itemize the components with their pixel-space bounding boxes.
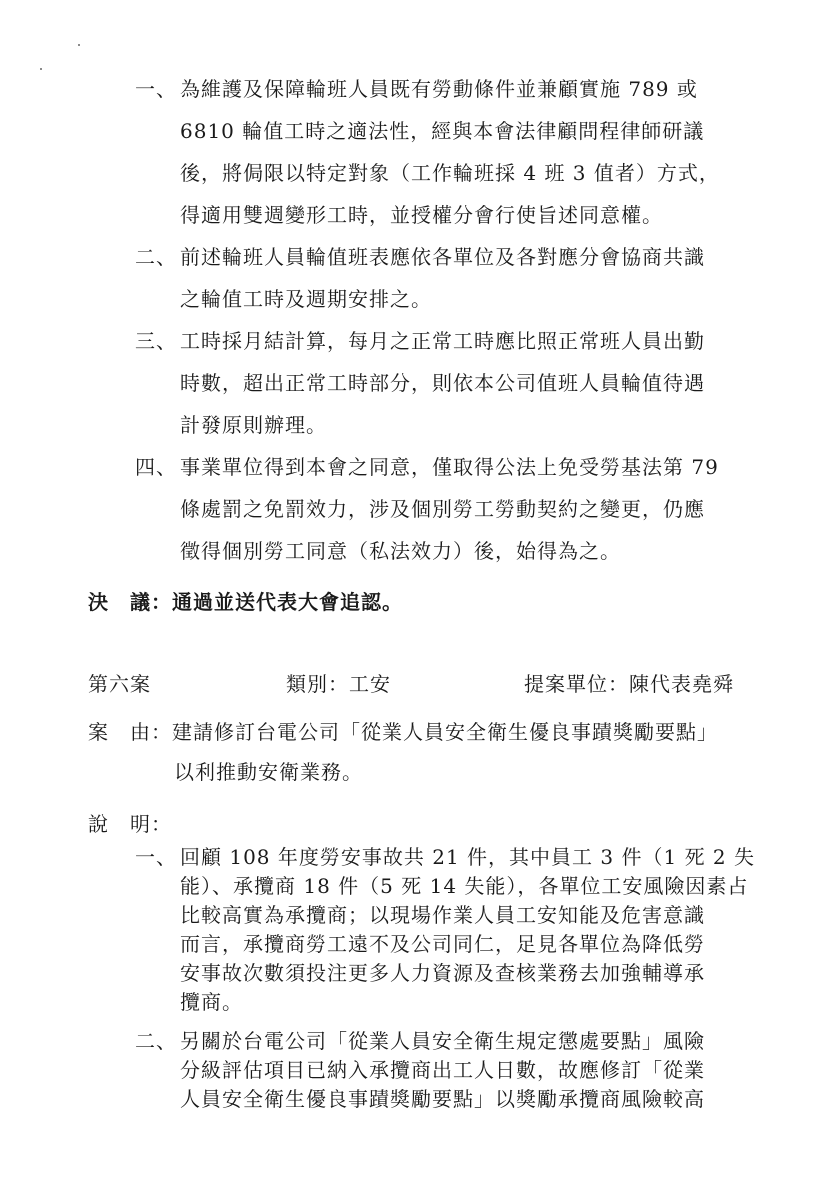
continued-item-3 xyxy=(135,320,765,446)
case-subject xyxy=(88,712,718,752)
continued-item-1 xyxy=(135,68,765,236)
item-line: 攬商。 xyxy=(180,990,243,1014)
subject-line: 以利推動安衛業務。 xyxy=(174,760,363,784)
item-line: 而言，承攬商勞工遠不及公司同仁，足見各單位為降低勞 xyxy=(180,932,705,956)
item-line: 之輪值工時及週期安排之。 xyxy=(180,287,432,311)
scan-speck xyxy=(78,44,80,46)
item-line: 比較高實為承攬商；以現場作業人員工安知能及危害意識 xyxy=(180,903,705,927)
item-number: 二、 xyxy=(135,1029,177,1053)
item-line: 能）、承攬商 18 件（5 死 14 失能），各單位工安風險因素占 xyxy=(180,874,749,898)
item-number: 二、 xyxy=(135,245,177,269)
item-line: 另關於台電公司「從業人員安全衛生規定懲處要點」風險 xyxy=(180,1029,705,1053)
item-line: 分級評估項目已納入承攬商出工人日數，故應修訂「從業 xyxy=(180,1058,705,1082)
resolution-label: 決 議： xyxy=(88,590,172,614)
continued-item-4 xyxy=(135,446,765,572)
subject-label: 案 由： xyxy=(88,720,172,744)
item-line: 人員安全衛生優良事蹟獎勵要點」以獎勵承攬商風險較高 xyxy=(180,1087,705,1111)
explanation-label-text: 說 明： xyxy=(88,812,172,836)
item-line: 回顧 108 年度勞安事故共 21 件，其中員工 3 件（1 死 2 失 xyxy=(180,845,756,869)
case-header xyxy=(88,668,753,698)
explanation-label xyxy=(88,808,172,837)
case-category: 類別：工安 xyxy=(286,672,391,696)
item-line: 得適用雙週變形工時，並授權分會行使旨述同意權。 xyxy=(180,203,663,227)
item-line: 條處罰之免罰效力，涉及個別勞工勞動契約之變更，仍應 xyxy=(180,497,705,521)
item-line: 事業單位得到本會之同意，僅取得公法上免受勞基法第 79 xyxy=(180,455,719,479)
item-line: 後，將侷限以特定對象（工作輪班採 4 班 3 值者）方式， xyxy=(180,161,720,185)
item-number: 三、 xyxy=(135,329,177,353)
item-line: 6810 輪值工時之適法性，經與本會法律顧問程律師研議 xyxy=(180,119,705,143)
item-line: 計發原則辦理。 xyxy=(180,413,327,437)
continued-item-2 xyxy=(135,236,765,320)
item-line: 安事故次數須投注更多人力資源及查核業務去加強輔導承 xyxy=(180,961,705,985)
case-subject-cont xyxy=(174,752,363,792)
item-number: 四、 xyxy=(135,455,177,479)
explanation-item-2 xyxy=(135,1027,765,1114)
item-line: 為維護及保障輪班人員既有勞動條件並兼顧實施 789 或 xyxy=(180,77,698,101)
subject-line: 建請修訂台電公司「從業人員安全衛生優良事蹟獎勵要點」 xyxy=(172,720,718,744)
explanation-item-1 xyxy=(135,843,765,1017)
item-line: 時數，超出正常工時部分，則依本公司值班人員輪值待遇 xyxy=(180,371,705,395)
item-line: 工時採月結計算，每月之正常工時應比照正常班人員出勤 xyxy=(180,329,705,353)
item-number: 一、 xyxy=(135,77,177,101)
scan-speck xyxy=(40,68,42,70)
item-line: 前述輪班人員輪值班表應依各單位及各對應分會協商共識 xyxy=(180,245,705,269)
case-proposer: 提案單位：陳代表堯舜 xyxy=(524,672,734,696)
case-title: 第六案 xyxy=(88,672,151,696)
item-number: 一、 xyxy=(135,845,177,869)
resolution-text: 通過並送代表大會追認。 xyxy=(172,590,403,614)
resolution xyxy=(88,586,403,615)
item-line: 徵得個別勞工同意（私法效力）後，始得為之。 xyxy=(180,539,621,563)
